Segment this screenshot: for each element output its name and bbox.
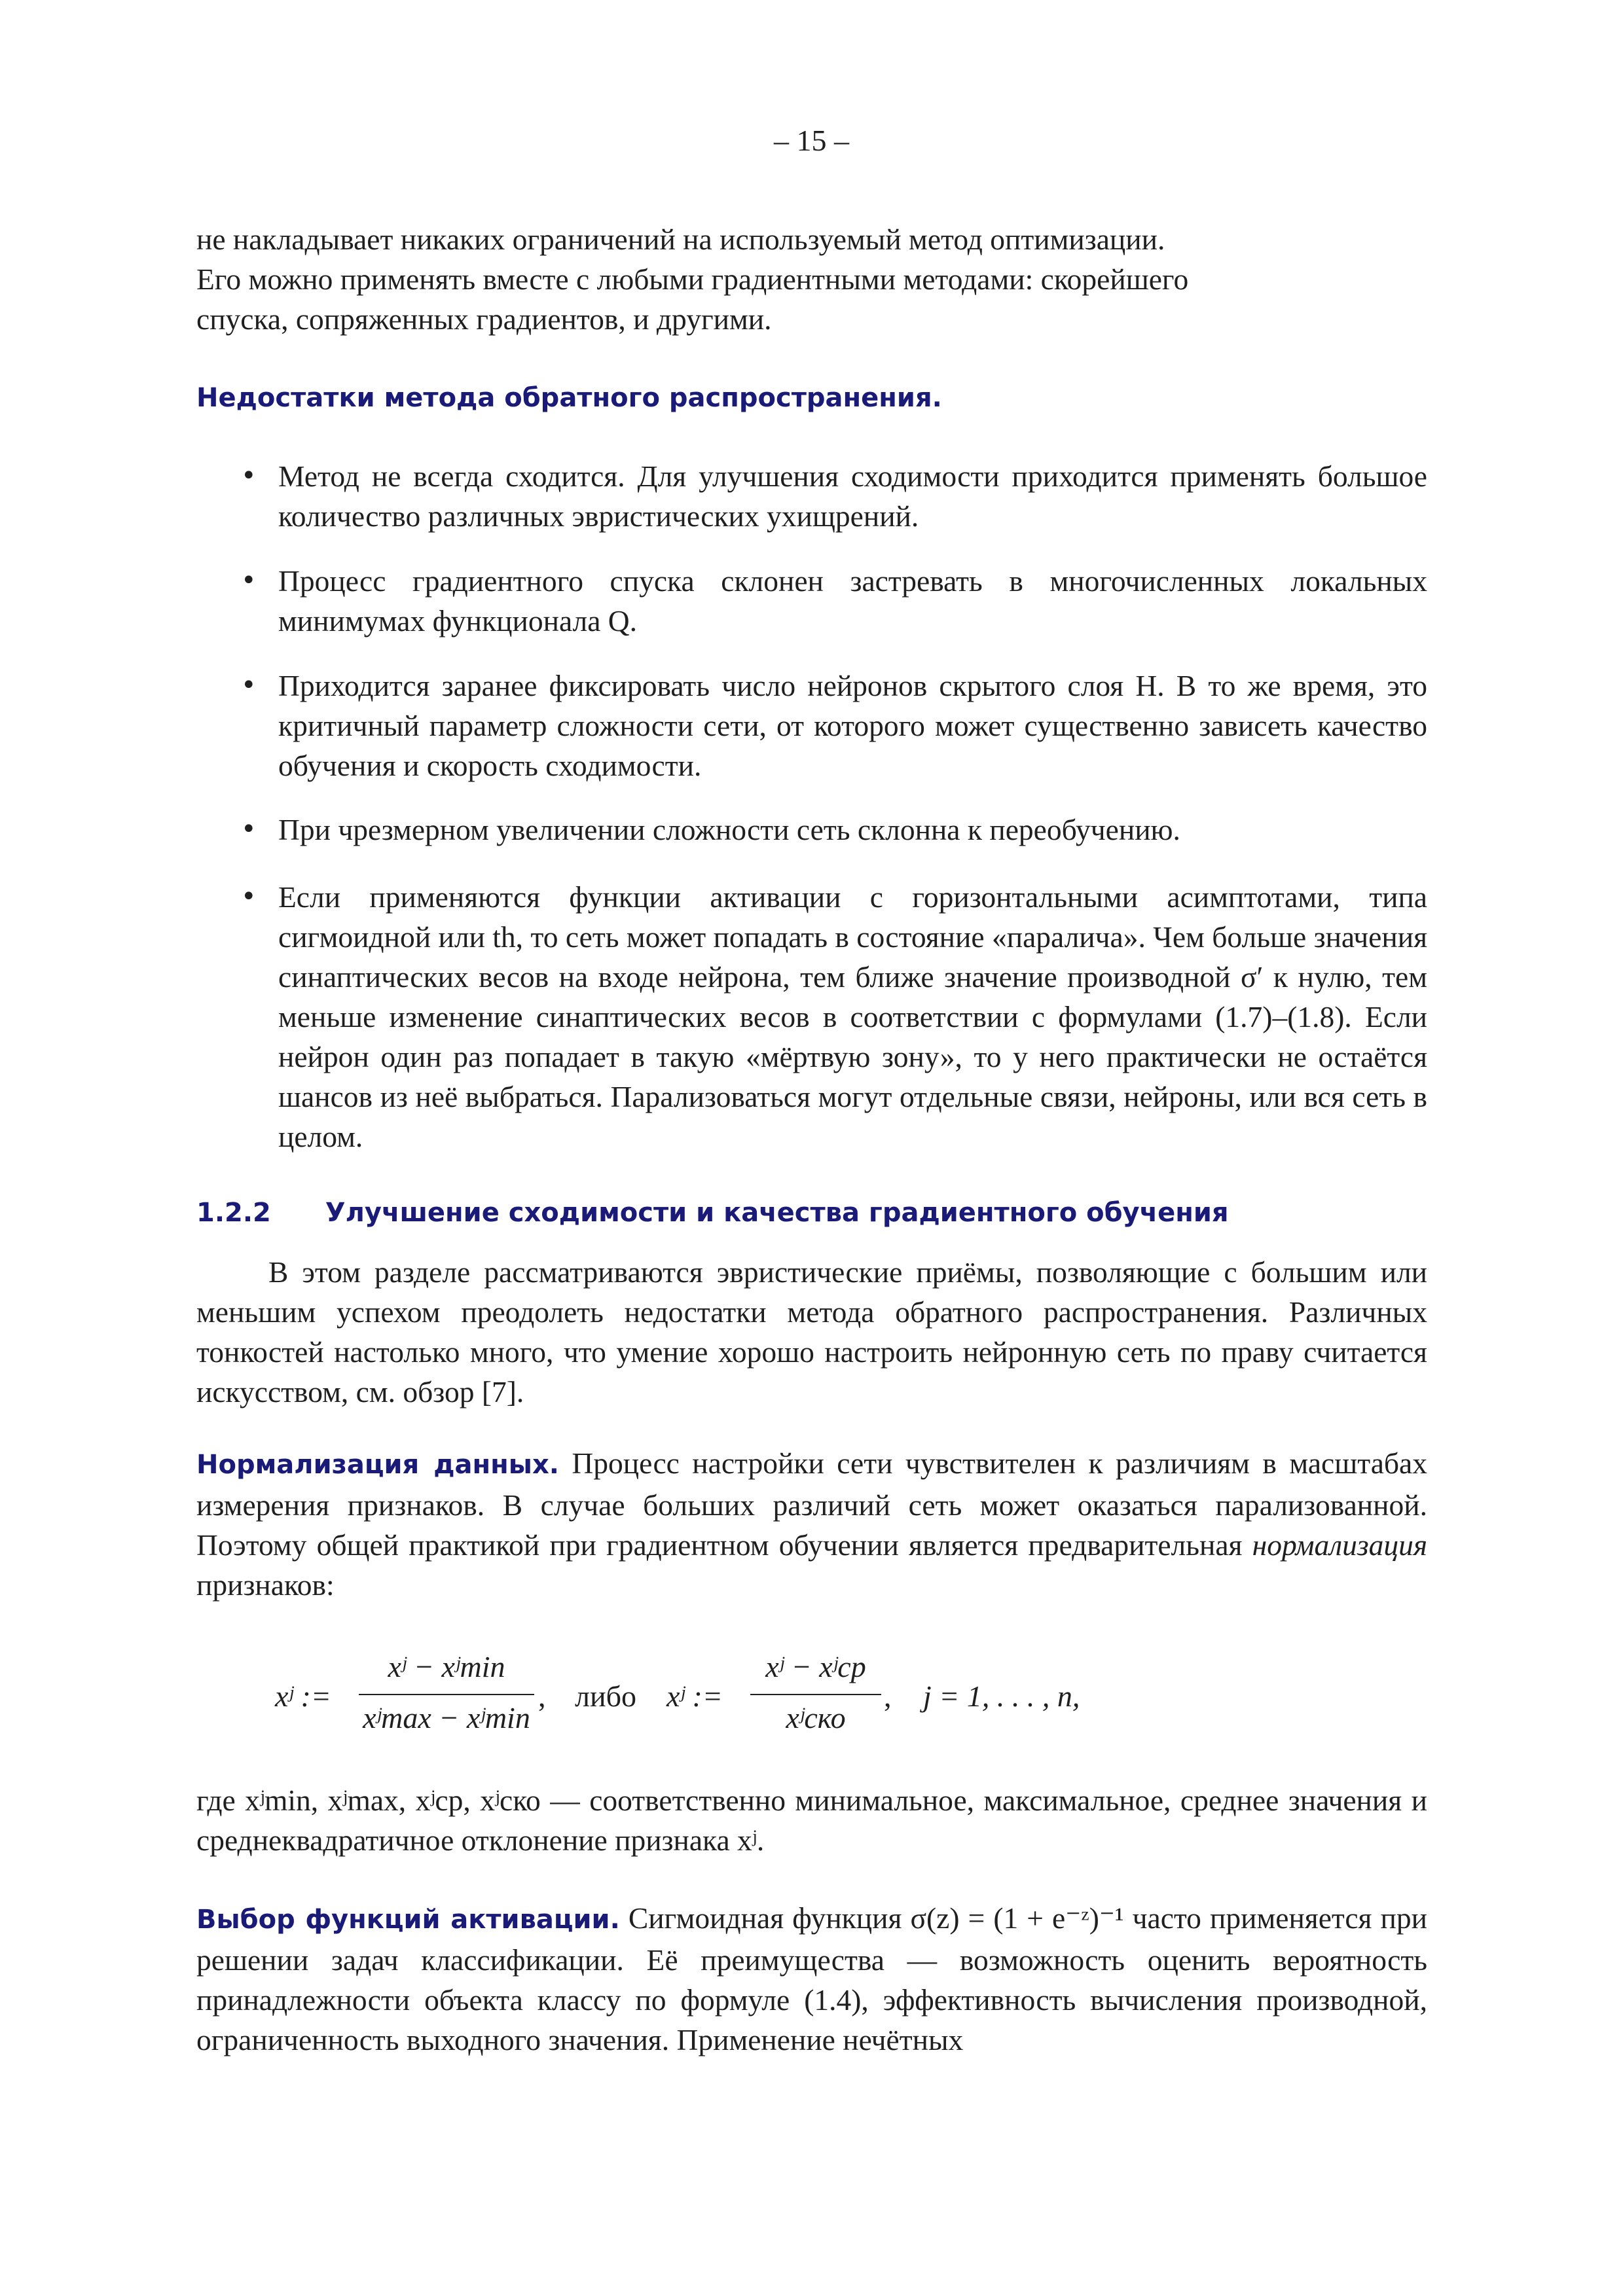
section-heading xyxy=(196,1198,1229,1228)
fraction-denominator: xʲско xyxy=(786,1701,846,1734)
page-number: – 15 – xyxy=(774,124,849,157)
formula-lhs-2: xʲ := xyxy=(666,1679,723,1713)
formula-fraction xyxy=(359,1649,534,1767)
formula-comma: , xyxy=(538,1679,546,1713)
bullet-marker: • xyxy=(241,565,257,596)
bullet-marker: • xyxy=(241,670,257,700)
bullet-item: Приходится заранее фиксировать число нейронов скрытого слоя H. В то же время, это критичный параметр сложности сети, от которого может существенно зависеть качество обучения и скорость сходимости. xyxy=(278,669,1427,782)
intro-line: Его можно применять вместе с любыми градиентными методами: скорейшего xyxy=(196,262,1189,296)
activation-heading: Выбор функций активации. xyxy=(196,1905,620,1935)
fraction-bar xyxy=(359,1694,534,1695)
formula-comma: , xyxy=(884,1679,892,1713)
bullet-item: Метод не всегда сходится. Для улучшения сходимости приходится применять большое количество различных эвристических ухищрений. xyxy=(278,459,1427,533)
formula-fraction-2 xyxy=(750,1649,881,1767)
normalization-text: Процесс настройки сети чувствителен к различиям в масштабах измерения признаков. В случае больших различий сеть может оказаться парализованной. Поэтому общей практикой при градиентном обучении является предварительная xyxy=(196,1446,1427,1562)
normalization-explanation: где xʲmin, xʲmax, xʲср, xʲско — соответственно минимальное, максимальное, среднее значения и среднеквадратичное отклонение признака xʲ. xyxy=(196,1784,1427,1857)
normalization-formula xyxy=(0,1649,1623,1767)
section-title: Улучшение сходимости и качества градиентного обучения xyxy=(325,1198,1229,1228)
formula-either: либо xyxy=(575,1679,636,1713)
activation-text: Сигмоидная функция σ(z) = (1 + e⁻ᶻ)⁻¹ часто применяется при решении задач классификации. Её преимущества — возможность оценить вероятность принадлежности объекта классу по формуле (1.4), эффективность вычисления производной, ограниченность выходного значения. Применение нечётных xyxy=(196,1901,1428,2056)
intro-line: не накладывает никаких ограничений на используемый метод оптимизации. xyxy=(196,223,1165,256)
formula-index-range: j = 1, . . . , n, xyxy=(923,1679,1080,1713)
drawbacks-heading: Недостатки метода обратного распространения. xyxy=(196,383,942,413)
section-number: 1.2.2 xyxy=(196,1198,271,1228)
normalization-term: нормализация xyxy=(1252,1528,1427,1562)
intro-paragraph xyxy=(196,219,1427,339)
bullet-marker: • xyxy=(241,461,257,491)
bullet-marker: • xyxy=(241,814,257,844)
bullet-marker: • xyxy=(241,882,257,912)
section-paragraph: В этом разделе рассматриваются эвристические приёмы, позволяющие с большим или меньшим успехом преодолеть недостатки метода обратного распространения. Различных тонкостей настолько много, что умение хорошо настроить нейронную сеть по праву считается искусством, см. обзор [7]. xyxy=(196,1255,1427,1408)
intro-line: спуска, сопряженных градиентов, и другими. xyxy=(196,302,772,336)
fraction-denominator: xʲmax − xʲmin xyxy=(363,1701,530,1734)
activation-paragraph xyxy=(196,1898,1427,2060)
formula-lhs: xʲ := xyxy=(275,1679,331,1713)
fraction-numerator: xʲ − xʲср xyxy=(765,1650,866,1683)
normalization-paragraph xyxy=(196,1443,1427,1605)
bullet-item: Если применяются функции активации с горизонтальными асимптотами, типа сигмоидной или th, то сеть может попадать в состояние «паралича». Чем больше значения синаптических весов на входе нейрона, тем ближе значение производной σ′ к нулю, тем меньше изменение синаптических весов в соответствии с формулами (1.7)–(1.8). Если нейрон один раз попадает в такую «мёртвую зону», то у него практически не остаётся шансов из неё выбраться. Парализоваться могут отдельные связи, нейроны, или вся сеть в целом. xyxy=(278,880,1427,1153)
normalization-heading: Нормализация данных. xyxy=(196,1450,559,1480)
bullet-item: Процесс градиентного спуска склонен застревать в многочисленных локальных минимумах функционала Q. xyxy=(278,564,1427,637)
fraction-numerator: xʲ − xʲmin xyxy=(388,1650,505,1683)
bullet-item: При чрезмерном увеличении сложности сеть склонна к переобучению. xyxy=(278,813,1180,846)
normalization-text-end: признаков: xyxy=(196,1568,335,1602)
fraction-bar xyxy=(750,1694,881,1695)
